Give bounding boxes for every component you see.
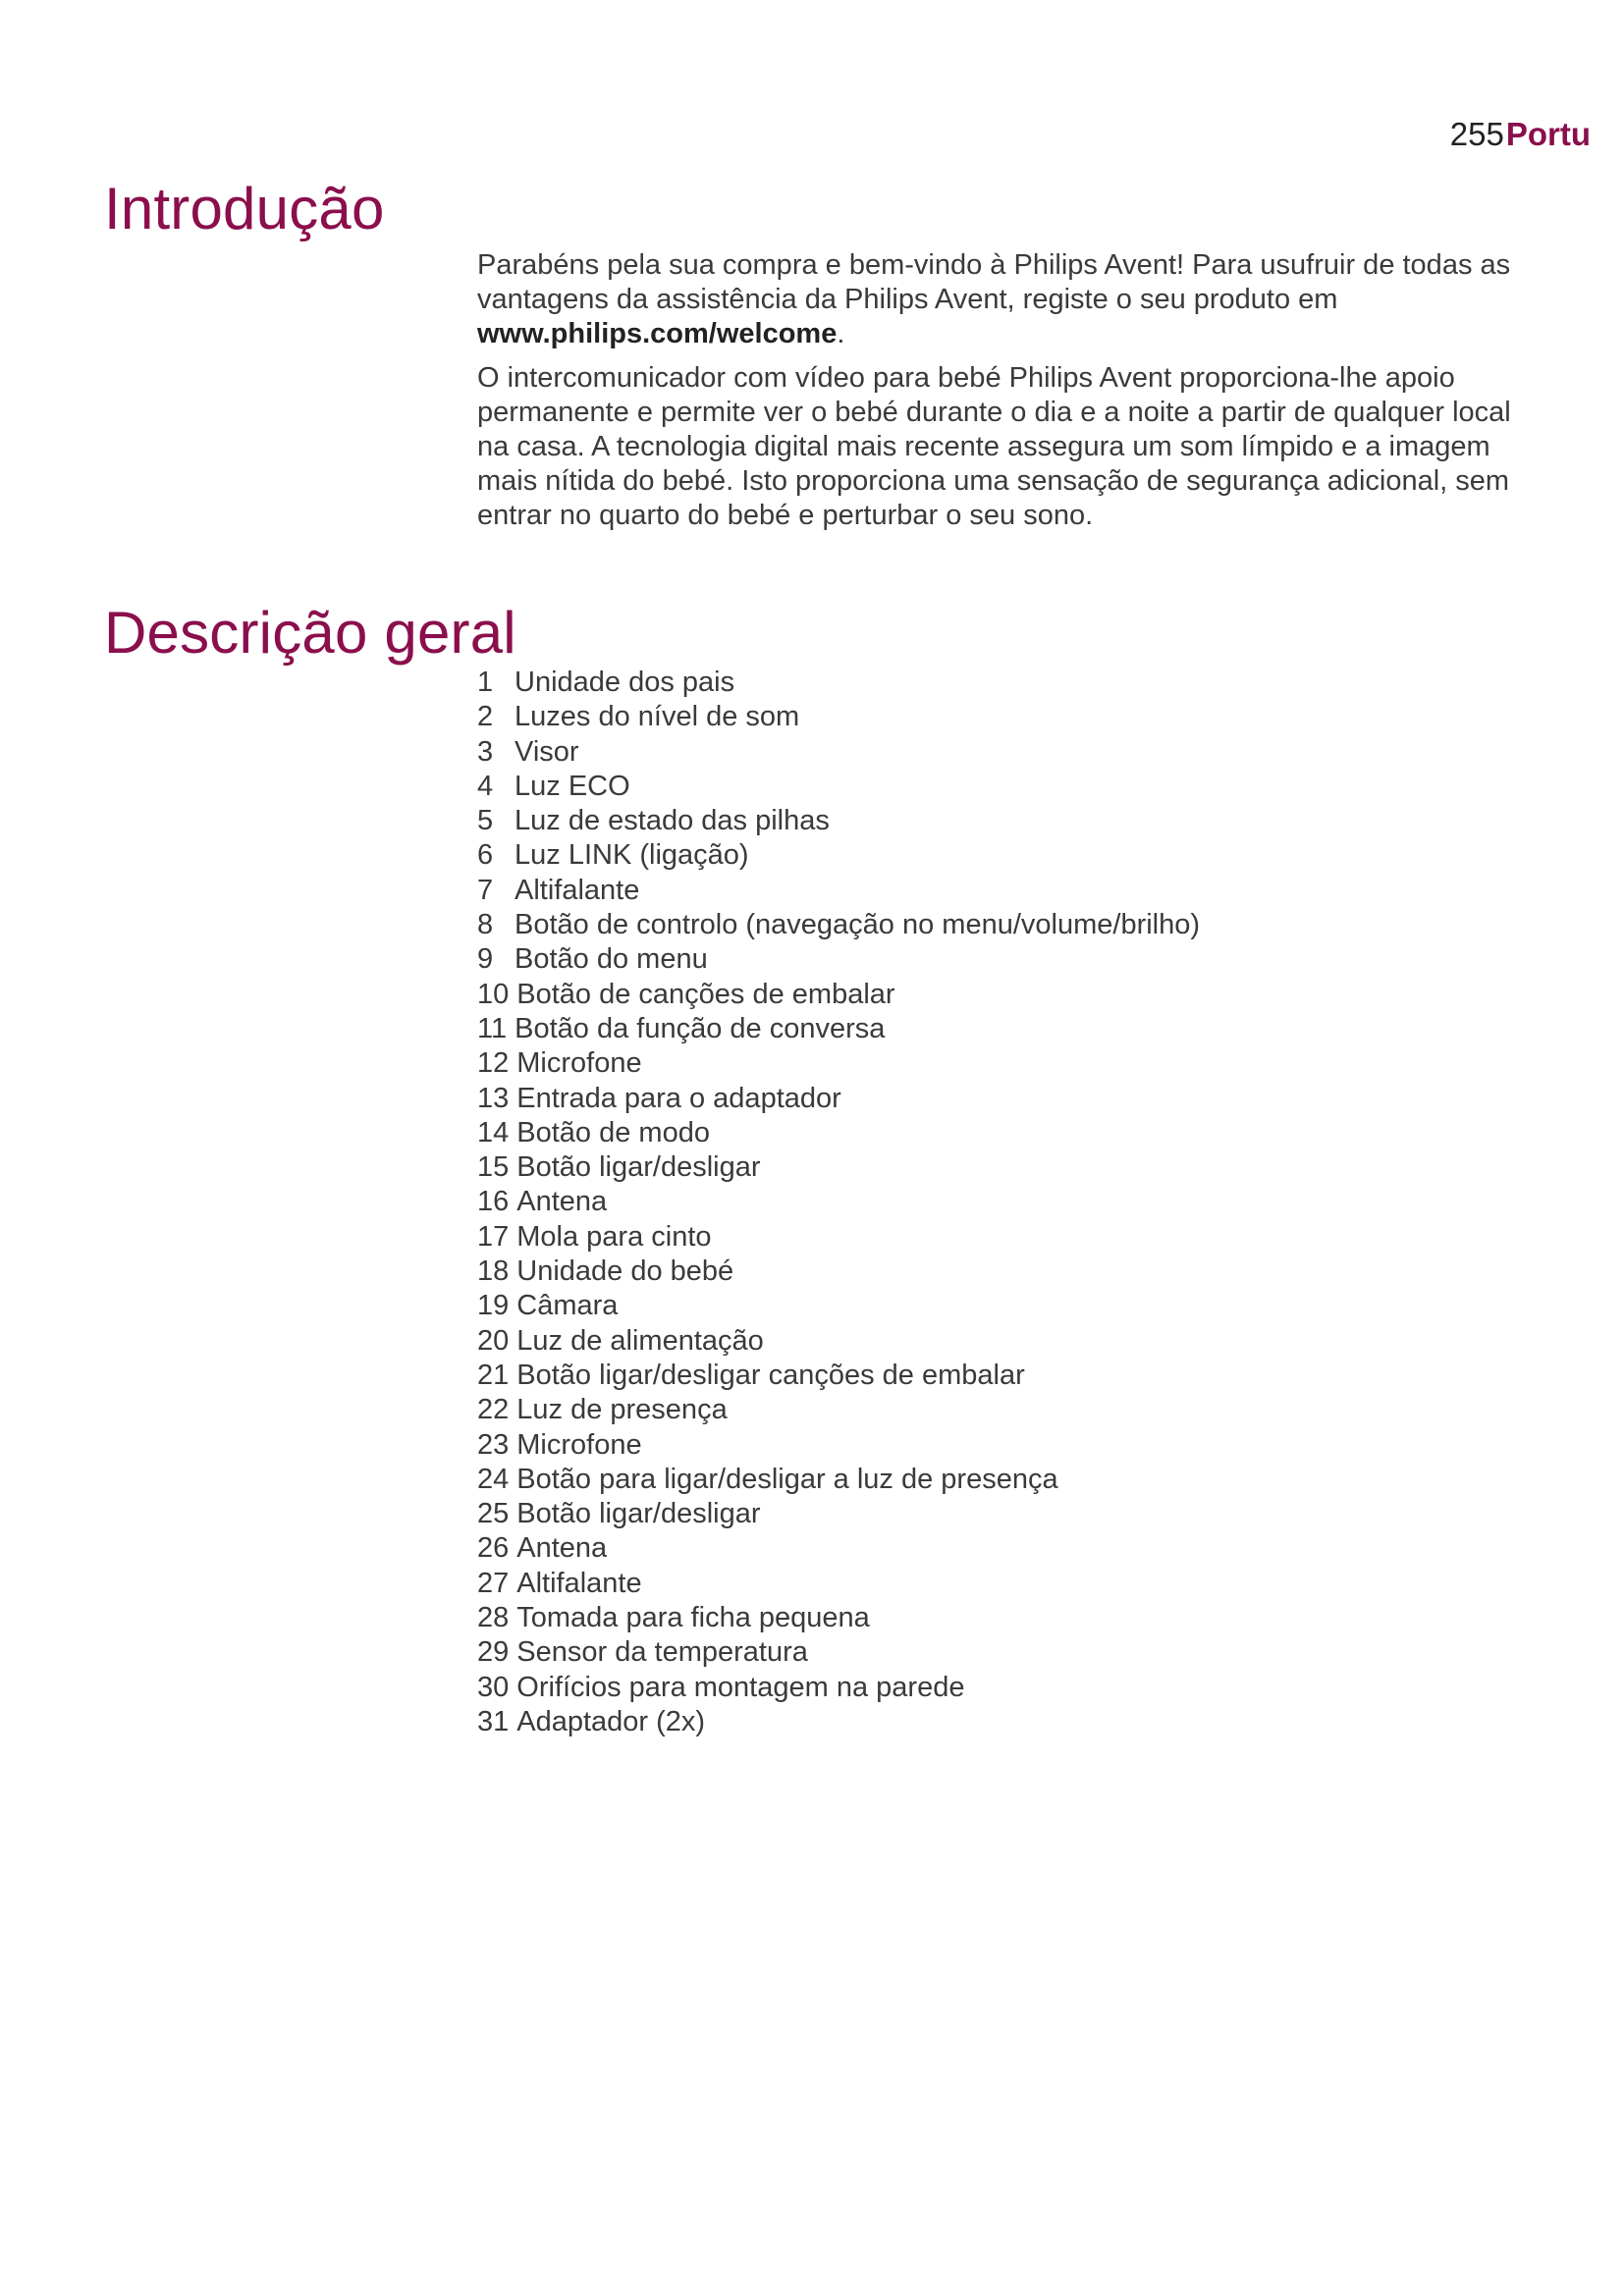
overview-heading: Descrição geral [104,600,516,666]
list-item-number: 3 [477,735,494,768]
list-item [477,1082,1200,1116]
list-item [477,770,1200,804]
list-item-number: 24 [477,1463,510,1495]
list-item-number: 2 [477,701,494,733]
list-item-label: Botão ligar/desligar [516,1151,761,1184]
list-item [477,1531,1200,1566]
list-item-label: Luz de alimentação [516,1324,764,1357]
introduction-heading: Introdução [104,176,385,241]
list-item [477,1116,1200,1150]
parts-list [477,666,1200,1739]
list-item [477,804,1200,838]
list-item [477,1497,1200,1531]
list-item-label: Tomada para ficha pequena [516,1602,870,1634]
intro-p1-text: Parabéns pela sua compra e bem-vindo à Philips Avent! Para usufruir de todas as vantagens da assistência da Philips Avent, registe o seu produto em [477,249,1511,315]
list-item [477,942,1200,977]
list-item-label: Altifalante [516,1567,642,1599]
intro-p1-end: . [837,318,845,349]
introduction-paragraph-2: O intercomunicador com vídeo para bebé Philips Avent proporciona-lhe apoio permanente e permite ver o bebé durante o dia e a noite a partir de qualquer local na casa. A tecnologia digital mais recente assegura um som límpido e a imagem mais nítida do bebé. Isto proporciona uma sensação de segurança adicional, sem entrar no quarto do bebé e perturbar o seu sono. [477,362,1511,531]
list-item-number: 16 [477,1186,510,1218]
list-item-number: 1 [477,667,494,698]
list-item-number: 10 [477,978,510,1010]
list-item [477,700,1200,734]
list-item-number: 21 [477,1359,510,1391]
list-item-number: 7 [477,874,494,906]
list-item [477,908,1200,942]
list-item [477,1220,1200,1255]
list-item-label: Sensor da temperatura [516,1636,808,1669]
list-item-label: Microfone [516,1047,642,1080]
list-item-number: 23 [477,1428,510,1461]
list-item [477,1012,1200,1046]
list-item-label: Antena [516,1186,608,1218]
introduction-paragraph-1 [477,248,1547,351]
list-item [477,1601,1200,1635]
list-item-label: Altifalante [514,874,640,906]
list-item-label: Botão ligar/desligar canções de embalar [516,1359,1025,1391]
list-item-label: Luz de presença [516,1394,728,1426]
list-item-number: 26 [477,1532,510,1565]
list-item [477,874,1200,908]
list-item-number: 8 [477,909,494,941]
list-item-number: 14 [477,1116,510,1148]
list-item-number: 17 [477,1220,510,1253]
list-item [477,1393,1200,1427]
list-item-number: 9 [477,943,494,976]
list-item-label: Botão do menu [514,943,708,976]
list-item-label: Botão de canções de embalar [516,978,895,1010]
list-item [477,978,1200,1012]
section-language-label: Portu [1505,116,1591,152]
list-item-number: 20 [477,1324,510,1357]
introduction-body [477,248,1547,543]
list-item-label: Unidade dos pais [514,667,735,698]
list-item-label: Botão da função de conversa [514,1012,886,1044]
list-item [477,666,1200,700]
list-item [477,1289,1200,1323]
list-item-number: 22 [477,1394,510,1426]
list-item-label: Luz de estado das pilhas [514,805,830,837]
list-item-number: 28 [477,1602,510,1634]
list-item-label: Adaptador (2x) [516,1705,706,1737]
list-item [477,735,1200,770]
list-item [477,1671,1200,1705]
list-item-number: 11 [477,1012,508,1044]
list-item [477,1255,1200,1289]
list-item-label: Botão de controlo (navegação no menu/volume/brilho) [514,909,1201,941]
list-item-label: Visor [514,735,579,768]
list-item-number: 12 [477,1047,510,1080]
list-item-label: Orifícios para montagem na parede [516,1671,965,1703]
list-item-label: Antena [516,1532,608,1565]
list-item-number: 15 [477,1151,510,1184]
list-item-number: 13 [477,1082,510,1114]
list-item-number: 4 [477,770,494,802]
list-item [477,1428,1200,1463]
page-header [1394,112,1591,157]
list-item [477,1185,1200,1219]
list-item [477,1463,1200,1497]
list-item-number: 5 [477,805,494,837]
list-item [477,1567,1200,1601]
list-item-label: Luz LINK (ligação) [514,839,749,872]
list-item [477,838,1200,873]
list-item [477,1359,1200,1393]
list-item-number: 30 [477,1671,510,1703]
list-item-number: 19 [477,1290,510,1322]
list-item [477,1150,1200,1185]
list-item-number: 29 [477,1636,510,1669]
list-item-label: Câmara [516,1290,619,1322]
list-item-label: Botão para ligar/desligar a luz de presença [516,1463,1058,1495]
list-item-number: 18 [477,1255,510,1288]
page-number: 255 [1449,116,1504,152]
list-item-label: Botão de modo [516,1116,710,1148]
list-item [477,1705,1200,1739]
list-item-label: Luzes do nível de som [514,701,800,733]
list-item-number: 6 [477,839,494,872]
list-item-label: Botão ligar/desligar [516,1498,761,1530]
list-item-label: Luz ECO [514,770,630,802]
list-item-number: 25 [477,1498,510,1530]
list-item [477,1635,1200,1670]
list-item-number: 27 [477,1567,510,1599]
list-item-label: Microfone [516,1428,642,1461]
registration-link[interactable]: www.philips.com/welcome [477,318,838,349]
list-item-number: 31 [477,1705,510,1737]
list-item-label: Unidade do bebé [516,1255,734,1288]
list-item [477,1324,1200,1359]
list-item [477,1046,1200,1081]
list-item-label: Entrada para o adaptador [516,1082,841,1114]
list-item-label: Mola para cinto [516,1220,712,1253]
